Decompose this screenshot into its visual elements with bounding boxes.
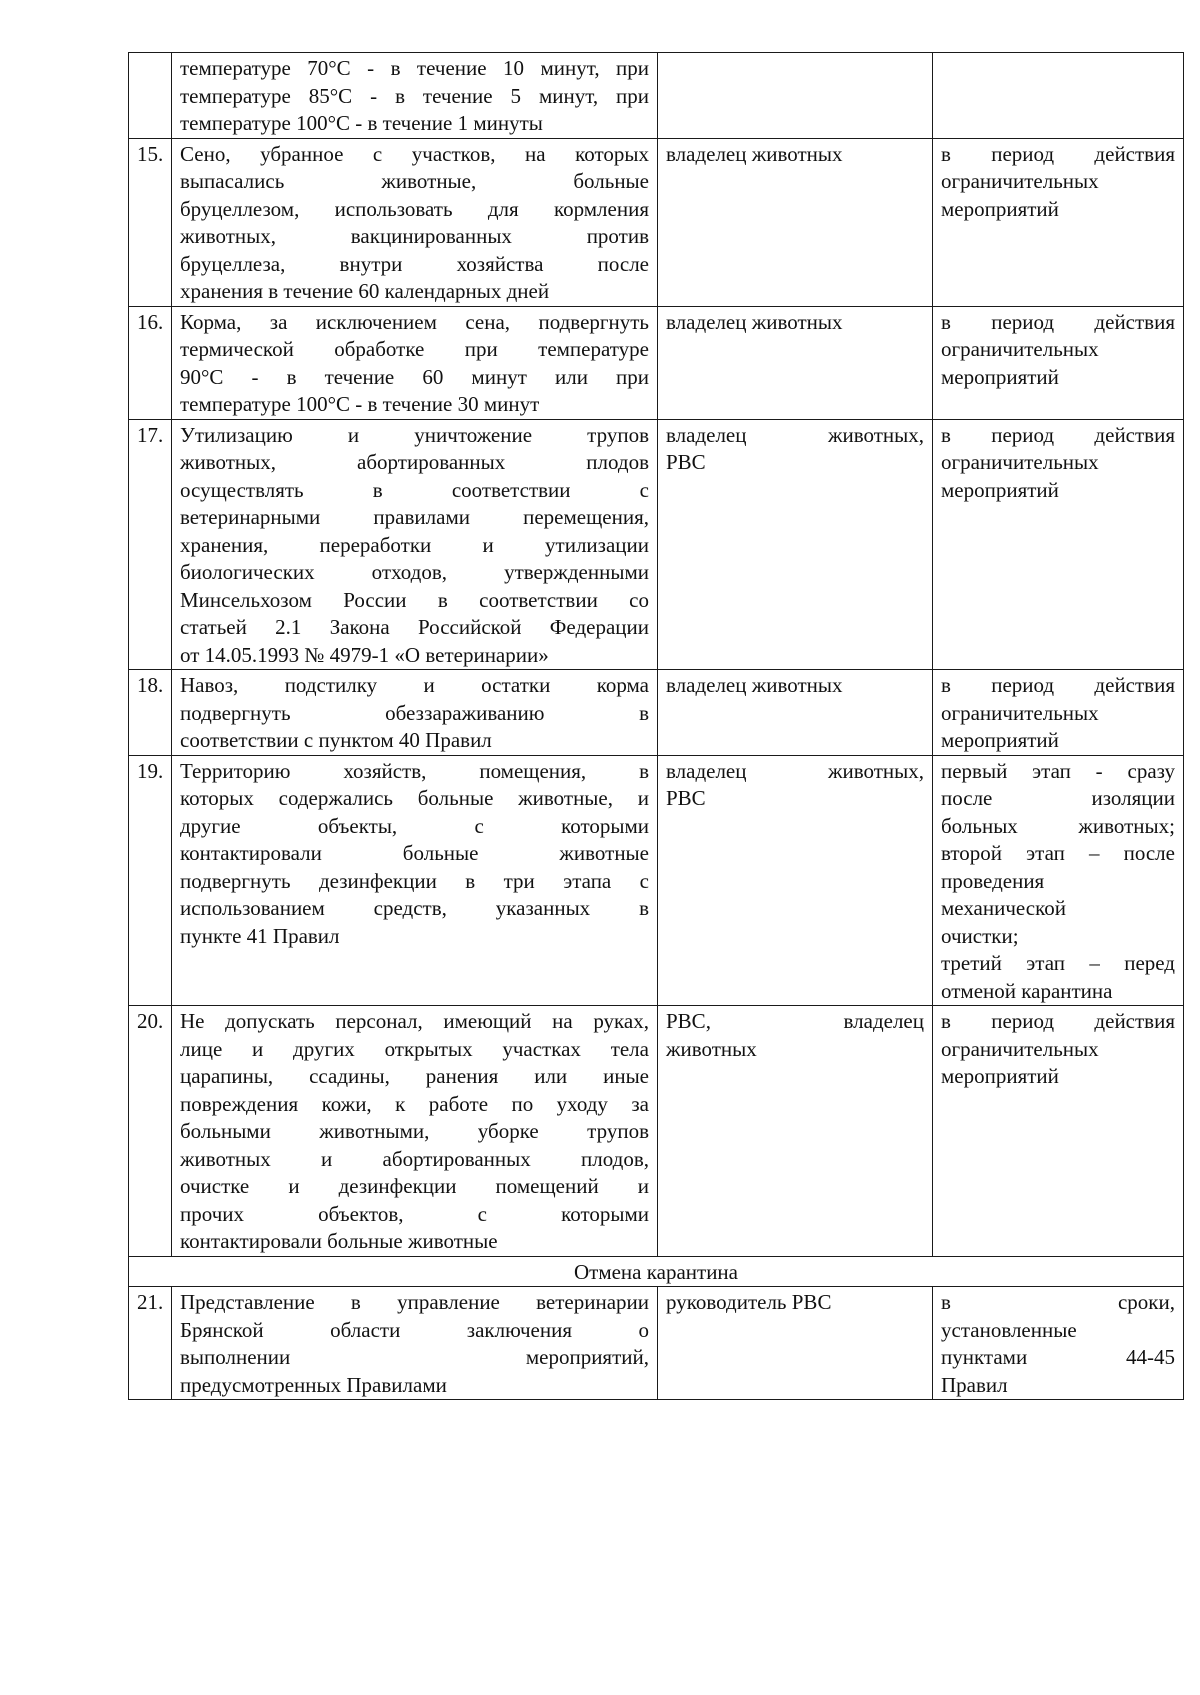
row-number: 21. (129, 1287, 172, 1400)
table-row (129, 670, 1184, 756)
measure-text-line: температуре 100°С - в течение 30 минут (180, 392, 540, 416)
measure-text-line: Корма, за исключением сена, подвергнуть (180, 309, 649, 334)
deadline-line: в период действия (941, 673, 1175, 697)
measure-text-line: ветеринарными правилами перемещения, (180, 505, 649, 529)
measure-text-line: больными животными, уборке трупов (180, 1119, 649, 1143)
responsible-party (658, 670, 933, 756)
row-number: 16. (129, 306, 172, 419)
deadline-line: третий этап – перед (941, 951, 1175, 975)
measure-text-line: хранения, переработки и утилизации (180, 532, 649, 557)
table-row (129, 53, 1184, 139)
deadline-line: в период действия (941, 141, 1175, 166)
responsible-party-line: РВС, владелец (666, 1009, 924, 1033)
measure-text-line: которых содержались больные животные, и (180, 786, 649, 810)
deadline (933, 306, 1184, 419)
measure-text (172, 138, 658, 306)
measure-text (172, 53, 658, 139)
measure-text (172, 306, 658, 419)
deadline-line: первый этап - сразу (941, 758, 1175, 783)
responsible-party-line: РВС (666, 450, 706, 474)
responsible-party (658, 419, 933, 670)
section-title: Отмена карантина (129, 1256, 1184, 1287)
measure-text-line: хранения в течение 60 календарных дней (180, 279, 550, 303)
responsible-party-line: РВС (666, 786, 706, 810)
measure-text-line: прочих объектов, с которыми (180, 1201, 649, 1226)
responsible-party-line: владелец животных, (666, 422, 924, 447)
responsible-party (658, 755, 933, 1006)
section-row (129, 1256, 1184, 1287)
measure-text-line: температуре 100°С - в течение 1 минуты (180, 111, 543, 135)
measure-text-line: Брянской области заключения о (180, 1317, 649, 1342)
measure-text-line: другие объекты, с которыми (180, 813, 649, 838)
measure-text-line: животных, абортированных плодов (180, 450, 649, 474)
deadline-line: отменой карантина (941, 978, 1113, 1003)
responsible-party (658, 53, 933, 139)
table-row (129, 306, 1184, 419)
deadline (933, 1006, 1184, 1257)
measure-text (172, 419, 658, 670)
deadline-line: ограничительных (941, 450, 1099, 474)
deadline-line: после изоляции (941, 786, 1175, 810)
deadline (933, 53, 1184, 139)
deadline-line: в период действия (941, 309, 1175, 334)
row-number (129, 53, 172, 139)
deadline (933, 1287, 1184, 1400)
responsible-party-line: владелец животных (666, 673, 843, 697)
measure-text-line: осуществлять в соответствии с (180, 477, 649, 502)
measure-text (172, 755, 658, 1006)
measure-text-line: Минсельхозом России в соответствии со (180, 587, 649, 612)
measure-text-line: пункте 41 Правил (180, 923, 340, 948)
responsible-party-line: владелец животных, (666, 758, 924, 783)
measure-text-line: выполнении мероприятий, (180, 1345, 649, 1369)
deadline-line: мероприятий (941, 196, 1059, 221)
measure-text-line: очистке и дезинфекции помещений и (180, 1174, 649, 1198)
deadline (933, 670, 1184, 756)
deadline-line: механической (941, 896, 1066, 920)
measure-text (172, 670, 658, 756)
deadline-line: мероприятий (941, 1064, 1059, 1088)
deadline-line: ограничительных (941, 1036, 1099, 1061)
measure-text-line: температуре 85°С - в течение 5 минут, при (180, 83, 649, 108)
measure-text-line: лице и других открытых участках тела (180, 1036, 649, 1061)
measure-text-line: бруцеллезом, использовать для кормления (180, 196, 649, 221)
row-number: 15. (129, 138, 172, 306)
responsible-party (658, 138, 933, 306)
deadline-line: Правил (941, 1372, 1008, 1397)
measure-text-line: Навоз, подстилку и остатки корма (180, 673, 649, 697)
table-row (129, 1287, 1184, 1400)
row-number: 18. (129, 670, 172, 756)
table-row (129, 138, 1184, 306)
deadline-line: мероприятий (941, 728, 1059, 752)
measure-text-line: царапины, ссадины, ранения или иные (180, 1064, 649, 1088)
deadline-line: установленные (941, 1317, 1077, 1342)
table-row (129, 755, 1184, 1006)
measure-text-line: Не допускать персонал, имеющий на руках, (180, 1009, 649, 1033)
responsible-party-line: владелец животных (666, 141, 843, 166)
responsible-party-line: руководитель РВС (666, 1290, 832, 1314)
deadline-line: пунктами 44-45 (941, 1345, 1175, 1369)
responsible-party (658, 306, 933, 419)
row-number: 17. (129, 419, 172, 670)
measure-text-line: соответствии с пунктом 40 Правил (180, 728, 492, 752)
measure-text-line: использованием средств, указанных в (180, 896, 649, 920)
deadline-line: в период действия (941, 422, 1175, 447)
row-number: 20. (129, 1006, 172, 1257)
measure-text-line: температуре 70°С - в течение 10 минут, при (180, 56, 649, 80)
deadline-line: мероприятий (941, 477, 1059, 502)
deadline (933, 419, 1184, 670)
measure-text-line: 90°С - в течение 60 минут или при (180, 364, 649, 389)
measure-text-line: бруцеллеза, внутри хозяйства после (180, 251, 649, 276)
measure-text-line: контактировали больные животные (180, 1229, 498, 1253)
measure-text-line: животных и абортированных плодов, (180, 1146, 649, 1171)
deadline-line: очистки; (941, 923, 1019, 948)
measure-text-line: повреждения кожи, к работе по уходу за (180, 1091, 649, 1116)
table-row (129, 419, 1184, 670)
measure-text-line: подвергнуть обеззараживанию в (180, 700, 649, 725)
deadline-line: в период действия (941, 1009, 1175, 1033)
measure-text-line: животных, вакцинированных против (180, 224, 649, 248)
measure-text-line: подвергнуть дезинфекции в три этапа с (180, 868, 649, 893)
measure-text-line: Сено, убранное с участков, на которых (180, 141, 649, 166)
measure-text-line: термической обработке при температуре (180, 337, 649, 361)
deadline (933, 755, 1184, 1006)
measure-text (172, 1287, 658, 1400)
deadline-line: больных животных; (941, 813, 1175, 838)
measure-text (172, 1006, 658, 1257)
table-row (129, 1006, 1184, 1257)
responsible-party-line: владелец животных (666, 309, 843, 334)
responsible-party (658, 1006, 933, 1257)
row-number: 19. (129, 755, 172, 1006)
measure-text-line: контактировали больные животные (180, 841, 649, 865)
measure-text-line: выпасались животные, больные (180, 169, 649, 193)
deadline (933, 138, 1184, 306)
deadline-line: ограничительных (941, 700, 1099, 725)
measure-text-line: Представление в управление ветеринарии (180, 1290, 649, 1314)
deadline-line: мероприятий (941, 364, 1059, 389)
deadline-line: ограничительных (941, 169, 1099, 193)
responsible-party (658, 1287, 933, 1400)
measure-text-line: статьей 2.1 Закона Российской Федерации (180, 615, 649, 639)
deadline-line: второй этап – после (941, 841, 1175, 865)
measure-text-line: от 14.05.1993 № 4979-1 «О ветеринарии» (180, 642, 549, 667)
measure-text-line: биологических отходов, утвержденными (180, 560, 649, 584)
measures-table (128, 52, 1184, 1400)
measure-text-line: предусмотренных Правилами (180, 1372, 447, 1397)
responsible-party-line: животных (666, 1036, 757, 1061)
deadline-line: проведения (941, 868, 1045, 893)
deadline-line: в сроки, (941, 1290, 1175, 1314)
measure-text-line: Территорию хозяйств, помещения, в (180, 758, 649, 783)
measure-text-line: Утилизацию и уничтожение трупов (180, 422, 649, 447)
deadline-line: ограничительных (941, 337, 1099, 361)
